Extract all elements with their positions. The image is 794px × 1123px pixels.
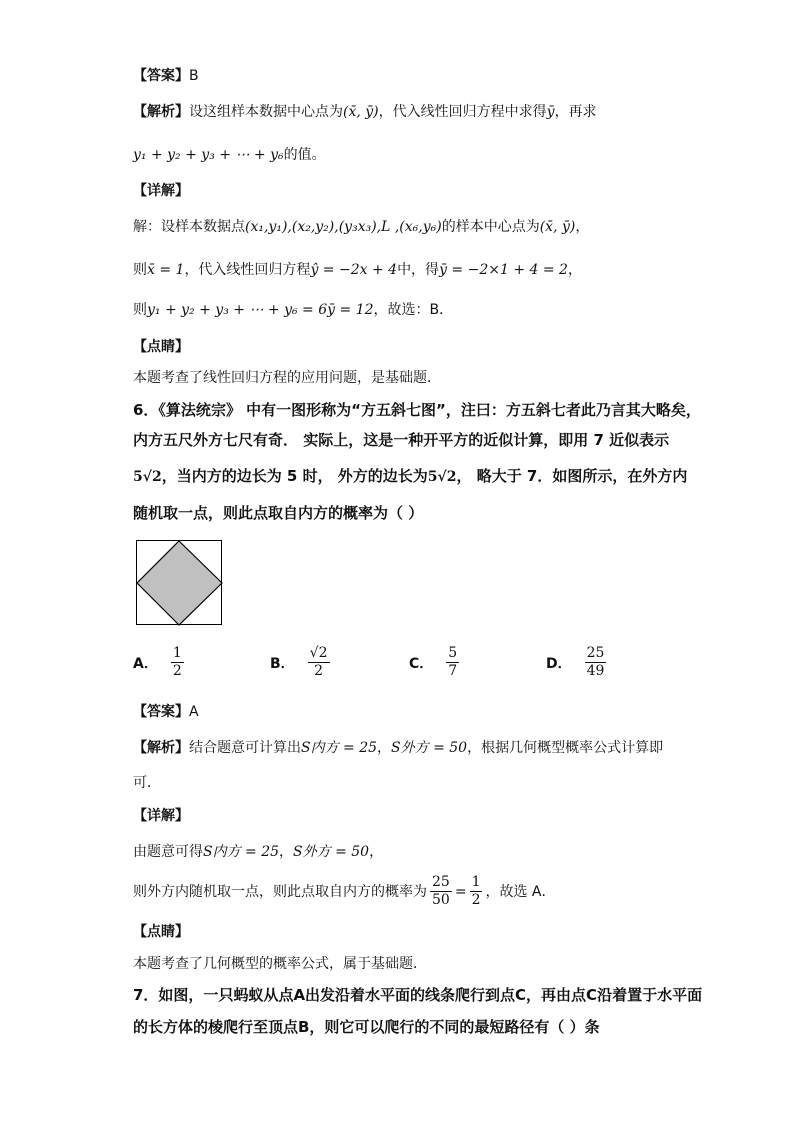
detail-text: 由题意可得 — [133, 844, 203, 860]
option-c[interactable] — [409, 645, 462, 680]
detail-text: 则 — [133, 262, 147, 278]
ybar-calc-math: ȳ = −2×1 + 4 = 2 — [439, 262, 568, 278]
option-label: C． — [409, 655, 434, 672]
answer-value: B — [189, 68, 199, 84]
center-point-math: (x̄, ȳ) — [539, 219, 576, 235]
comment-text: 本题考查了几何概型的概率公式，属于基础题． — [133, 956, 427, 972]
numerator: 5 — [448, 645, 458, 661]
detail-text: 解：设样本数据点 — [133, 219, 245, 235]
option-fraction — [308, 645, 330, 680]
detail-text: ，故选：B． — [373, 302, 454, 318]
q5-detail-line-3 — [133, 300, 453, 320]
q6-stem-line-3 — [133, 466, 687, 487]
sum-math: y₁ + y₂ + y₃ + ⋯ + y₆ — [133, 147, 284, 163]
detail-text: 则 — [133, 302, 147, 318]
analysis-text: ，代入线性回归方程中求得 — [378, 104, 547, 120]
q5-answer-line — [133, 66, 199, 86]
denominator: 50 — [432, 892, 450, 908]
detail-tag: 【详解】 — [133, 808, 189, 824]
option-fraction — [585, 645, 607, 680]
q5-analysis-line — [133, 102, 597, 122]
q6-comment-line — [133, 954, 427, 974]
question-stem: ， 略大于 7．如图所示，在外方内 — [456, 467, 688, 485]
q5-comment-line — [133, 368, 441, 388]
q6-answer-line — [133, 702, 199, 722]
detail-text: ， — [567, 262, 582, 278]
center-point-math: (x̄, ȳ) — [343, 104, 379, 120]
q6-stem-line-4 — [133, 503, 423, 523]
q7-stem-line-2 — [133, 1017, 600, 1037]
detail-text: 的样本中心点为 — [441, 219, 540, 235]
option-label: D． — [546, 655, 572, 672]
answer-tag: 【答案】 — [133, 704, 189, 720]
question-stem: 7．如图，一只蚂蚁从点A出发沿着水平面的线条爬行到点C，再由点C沿着置于水平面 — [133, 986, 703, 1004]
question-stem: ，当内方的边长为 5 时， 外方的边长为 — [161, 467, 428, 485]
ybar-math: ȳ — [546, 104, 555, 120]
analysis-tag: 【解析】 — [133, 104, 189, 120]
numerator: 25 — [432, 874, 450, 890]
regression-equation-math: ŷ = −2x + 4 — [310, 262, 398, 278]
detail-text: ，故选 A． — [485, 883, 556, 900]
analysis-text: 的值。 — [283, 147, 326, 163]
question-stem: 内方五尺外方七尺有奇． 实际上，这是一种开平方的近似计算，即用 7 近似表示 — [133, 431, 670, 449]
denominator: 2 — [308, 662, 330, 680]
probability-fraction — [430, 874, 452, 909]
question-stem: 6．《算法统宗》 中有一图形称为“方五斜七图”，注曰：方五斜七者此乃言其大略矣， — [133, 401, 701, 419]
analysis-text: ， — [377, 740, 392, 756]
outer-area-math: S外方 = 50 — [293, 844, 370, 860]
sum-result-math: y₁ + y₂ + y₃ + ⋯ + y₆ = 6ȳ = 12 — [147, 302, 374, 318]
comment-text: 本题考查了线性回归方程的应用问题，是基础题． — [133, 370, 441, 386]
answer-tag: 【答案】 — [133, 68, 189, 84]
q7-stem-line-1 — [133, 985, 702, 1005]
q6-analysis-line-2 — [133, 773, 161, 793]
q6-stem-line-1 — [133, 400, 701, 420]
detail-text: ， — [575, 219, 590, 235]
option-fraction — [446, 645, 459, 680]
q5-detail-tag-line — [133, 181, 189, 201]
comment-tag: 【点睛】 — [133, 339, 189, 355]
question-stem: 的长方体的棱爬行至顶点B，则它可以爬行的不同的最短路径有（ ）条 — [133, 1018, 600, 1036]
q5-detail-line-1 — [133, 217, 589, 237]
q5-detail-line-2 — [133, 260, 582, 280]
numerator: 1 — [172, 645, 182, 661]
denominator: 2 — [172, 663, 182, 679]
denominator: 49 — [586, 663, 605, 679]
analysis-text: ，再求 — [554, 104, 597, 120]
five-root-two-math: 5√2 — [133, 469, 162, 485]
analysis-text: ，根据几何概型概率公式计算即 — [467, 740, 664, 756]
option-b[interactable] — [270, 645, 333, 680]
detail-text: 则外方内随机取一点，则此点取自内方的概率为 — [133, 883, 427, 900]
xbar-math: x̄ = 1 — [147, 262, 185, 278]
q6-analysis-line — [133, 738, 663, 758]
detail-text: ， — [369, 844, 384, 860]
analysis-tag: 【解析】 — [133, 740, 189, 756]
probability-fraction — [470, 874, 483, 909]
analysis-text: 结合题意可计算出 — [189, 740, 301, 756]
q6-detail-line-2 — [133, 874, 556, 909]
q6-comment-tag-line — [133, 922, 189, 942]
detail-text: ， — [279, 844, 294, 860]
detail-text: 中，得 — [397, 262, 440, 278]
answer-value: A — [189, 704, 199, 720]
analysis-text: 可． — [133, 775, 161, 791]
option-d[interactable] — [546, 645, 609, 680]
comment-tag: 【点睛】 — [133, 924, 189, 940]
q5-analysis-line-2 — [133, 145, 326, 165]
numerator: 25 — [586, 645, 605, 661]
q6-detail-line-1 — [133, 842, 383, 862]
option-label: A． — [133, 655, 158, 672]
inner-area-math: S内方 = 25 — [203, 844, 280, 860]
equals-sign: = — [454, 883, 467, 900]
outer-area-math: S外方 = 50 — [391, 740, 468, 756]
detail-text: ，代入线性回归方程 — [184, 262, 311, 278]
option-a[interactable] — [133, 645, 187, 680]
numerator: √2 — [309, 645, 328, 661]
question-stem: 随机取一点，则此点取自内方的概率为（ ） — [133, 504, 424, 522]
inner-area-math: S内方 = 25 — [301, 740, 378, 756]
denominator: 7 — [448, 663, 458, 679]
data-points-math: (x₁,y₁),(x₂,y₂),(y₃x₃),L ,(x₆,y₆) — [245, 219, 442, 235]
q6-stem-line-2 — [133, 430, 669, 450]
five-root-two-math: 5√2 — [427, 469, 457, 485]
option-label: B． — [270, 655, 295, 672]
square-diamond-figure — [136, 540, 223, 626]
analysis-text: 设这组样本数据中心点为 — [189, 104, 343, 120]
q5-comment-tag-line — [133, 337, 189, 357]
denominator: 2 — [471, 892, 481, 908]
detail-tag: 【详解】 — [133, 183, 189, 199]
q6-detail-tag-line — [133, 806, 189, 826]
numerator: 1 — [471, 874, 481, 890]
option-fraction — [171, 645, 184, 680]
